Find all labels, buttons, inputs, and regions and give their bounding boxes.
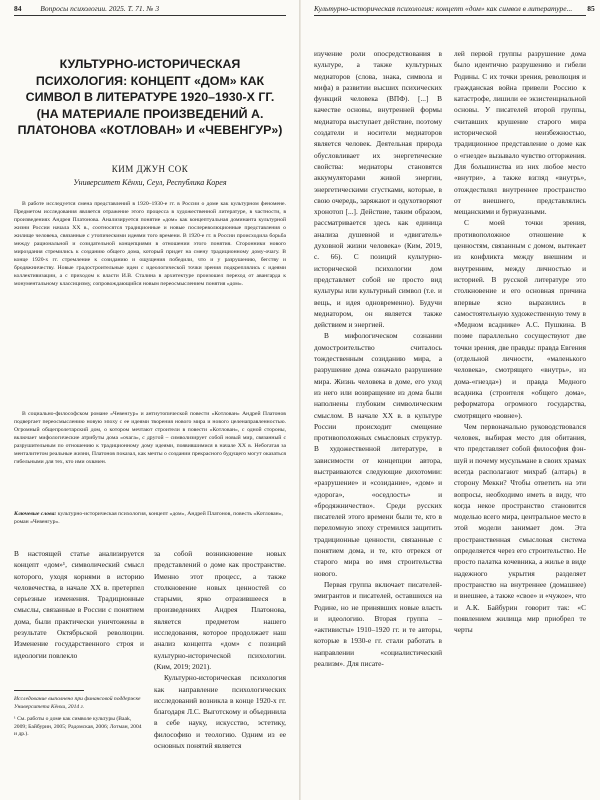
- right-column-2: [454, 48, 586, 635]
- author-affiliation: Университет Кёнхи, Сеул, Республика Корея: [73, 178, 227, 187]
- left-column-2: [154, 548, 286, 751]
- right-page-number: 85: [587, 4, 595, 13]
- left-running-head: [14, 4, 159, 13]
- left-running-head-text: Вопросы психологии. 2025. Т. 71. № 3: [40, 4, 160, 13]
- keywords-text: культурно-историческая психология, концепт «дом», Андрей Платонов, повесть «Котлован», роман «Чевенгур».: [14, 511, 283, 525]
- body-paragraph: В настоящей статье анализируется концепт «дом»¹, символический смысл которого, уходя корнями в историю человечества, в начале XX в. претерпел серьезные изменения. Традиционные смыслы, связанные в России с понятием дома, были практически уничтожены в результате Октябрьской революции. Изменение государственного строя и идеологии повлекло: [14, 549, 144, 660]
- body-paragraph: Чем первоначально руководствовался человек, выбирая место для обитания, что представляет собой философия фэн-шуй и почему мусульмане в своих храмах всегда располагают михраб (алтарь) в сторону Мекки? Чтобы ответить на эти вопросы, необходимо иметь в виду, что когда некое пространство становится моделью всего мира, центральное место в этой модели занимает дом. Эта пространственная смысловая система определяется через его строительство. Не просто палатка кочевника, а жилье в виде надежного укрытия разделяет пространство на внутреннее (домашнее) и внешнее, а также «свое» и «чужое», что и А.К. Байбурин говорит так: «С появлением жилища мир приобрел те черты: [454, 421, 586, 635]
- right-header-rule: [314, 15, 586, 16]
- footnote-funding: Исследование выполнено при финансовой поддержке Университета Кёнхи, 2014 г.: [14, 696, 141, 710]
- article-title: КУЛЬТУРНО-ИСТОРИЧЕСКАЯ ПСИХОЛОГИЯ: КОНЦЕПТ «ДОМ» КАК СИМВОЛ В ЛИТЕРАТУРЕ 1920–1930-Х ГГ. (НА МАТЕРИАЛЕ ПРОИЗВЕДЕНИЙ А. ПЛАТОНОВА «КОТЛОВАН» И «ЧЕВЕНГУР»): [17, 57, 283, 137]
- abstract-paragraph-2: В социально-философском романе «Чевенгур» и антиутопической повести «Котлован» Андрей Платонов подвергает переосмыслению новую эпоху с ее идеями творения нового мира и нового целенаправленностью. Огромный общепролетарский дом, о котором мечтают строители в повести «Котлован», с одной стороны, включает мифологические атрибуты дома «очага», с другой – символизирует собой новый мир, связанный с разрушительным по отношению к традиционному дому идеями, появившимися в начале XX в. Небогатая за менталитетом реальные жизни, Платонов показал, как мечты о создании прекрасного будущего могут оказаться гибельными для тех, кто ими охвачен.: [14, 411, 286, 465]
- body-paragraph: С моей точки зрения, противоположное отношение к ценностям, связанным с домом, вытекает из конфликта между внешним и внутренним, между личностью и историей. В русской литературе это столкновение и его основная причина впервые ясно выразились в самостоятельную художественную тему в «Медном всаднике» А.С. Пушкина. В поэме параллельно сосуществуют две точки зрения, две правды: правда Евгения (отдельной личности, «маленького человека», смотрящего «внутрь», из дома-«гнезда») и правда Медного всадника (строителя «общего дома», реформатора огромного государства, смотрящего «вовне»).: [454, 218, 586, 420]
- left-header-rule: [14, 15, 286, 16]
- left-column-1: [14, 548, 144, 661]
- footnote-1: ¹ См. работы о доме как символе культуры (Baak, 2009; Байбурин, 2005; Радомская, 2006; Лотман, 2004 и др.).: [14, 716, 142, 738]
- right-page: [300, 0, 600, 800]
- body-paragraph: лей первой группы разрушение дома было идентично разрушению и гибели Родины. С их точки зрения, революция и гражданская война привели Россию к катастрофе, лишили ее экзистенциальной основы. У писателей второй группы, считавших крушение старого мира исторической неизбежностью, традиционное представление о доме как о «гнезде» вызывало чувство отторжения. Для большинства из них любое место «внутри», а также взгляд «внутрь», отождествлял внутреннее пространство от внешнего, представлялись мещанскими и буржуазными.: [454, 49, 586, 217]
- right-column-1: [314, 48, 442, 669]
- body-paragraph: Культурно-историческая психология как направление психологических исследований возникла в конце 1920-х гг. благодаря Л.С. Выготскому и объединила в себе науку, искусство, эстетику, философию и теологию. Одним из ее основных понятий является: [154, 673, 286, 751]
- right-running-head: [314, 4, 595, 13]
- left-page-number: 84: [14, 4, 22, 13]
- body-paragraph: за собой возникновение новых представлений о доме как пространстве. Именно этот процесс, а также столкновение новых ценностей со старыми, ярко отразившееся в произведениях Андрея Платонова, является предметом нашего исследования, которое продолжает наш анализ концепта «дом» с позиций культурно-исторической психологии. (Ким, 2019; 2021).: [154, 549, 286, 671]
- right-running-head-text: Культурно-историческая психология: концепт «дом» как символ в литературе...: [314, 4, 573, 13]
- keywords: [14, 510, 286, 526]
- body-paragraph: Первая группа включает писателей-эмигрантов и писателей, оставшихся на Родине, но не принявших новые власть и идеологию. Вторая группа – «активисты» 1910–1920 гг. и те авторы, которые в 1930-е гг. стали работать в направлении «социалистический реализм». Для писате-: [314, 579, 442, 669]
- footnote-rule: [14, 690, 84, 691]
- body-paragraph: В мифологическом сознании домостроительство считалось тождественным созиданию мира, а разрушение дома означало разрушение мира. Жизнь человека в доме, его уход из него или возвращение из дома были наполнены глубоким символическим смыслом. В начале XX в. в культуре России происходит смещение противоположных смысловых структур. В художественной литературе, в зависимости от концепции автора, выстраиваются следующие дихотомии: «разрушение» и «созидание», «дом» и «дорога», «оседлость» и «бродяжничество». Среди русских писателей этого времени были те, кто в переломную эпоху стремился защитить традиционные ценности, связанные с понятием дома, и те, кто отрекся от старого мира во имя строительства нового.: [314, 331, 442, 578]
- body-paragraph: изучение роли опосредствования в культуре, а также культурных медиаторов (слова, знака, символа и мифа) в развитии высших психических функций человека (ВПФ). [...] В качестве основы, внутренней формы медиатора выступает действие, поэтому создатели и носители медиаторов является человек. Деятельная природа обусловливает их энергетические свойства: медиаторы становятся аккумуляторами живой энергии, энергетическими сгустками, которые, в свою очередь, заряжают и одухотворяют хронотоп [...]. Действие, таким образом, рассматривается здесь как единица анализа душевной и «двигатель» духовной жизни человека» (Ким, 2019, с. 66). С позиций культурно-исторической психологии дом представляет собой не просто вид культуры или культурный символ (т.е. и вещь, и идея одновременно). Будучи медиатором, он является также действием и энергией.: [314, 49, 442, 330]
- abstract-paragraph-1: В работе исследуется смена представлений в 1920–1930-е гг. в России о доме как культурном феномене. Предметом исследования является отражение этого процесса в художественной литературе, в частности, в произведениях Андрея Платонова. Анализируется понятие «дом» как концептуальная доминанта культурной жизни России начала XX в., соотносятся традиционные и новые послереволюционные представления о жилище человека, связанные с утопическими идеями того времени. В 1920-е гг. в России происходила борьба между рациональной и созидательной концепциями в отношении этого понятия. Сторонники нового мироздания стремились к созданию общего дома, который придет на смену традиционному дому-очагу. В конце 1920-х гг. стремление к созиданию и ощущения победили, что и у разрушению, бегству и бродяжничеству. Новые градостроительные идеи с идеологической точки зрения подкреплялись с идеями коллективизации, а с приходом к власти И.В. Сталина в архитектуре произошел переход от авангарда к монументальному классицизму, сопровождающийся новым переосмыслением понятия «дом».: [14, 201, 286, 287]
- author-name: КИМ ДЖУН СОК: [111, 164, 189, 174]
- keywords-label: Ключевые слова:: [14, 511, 57, 517]
